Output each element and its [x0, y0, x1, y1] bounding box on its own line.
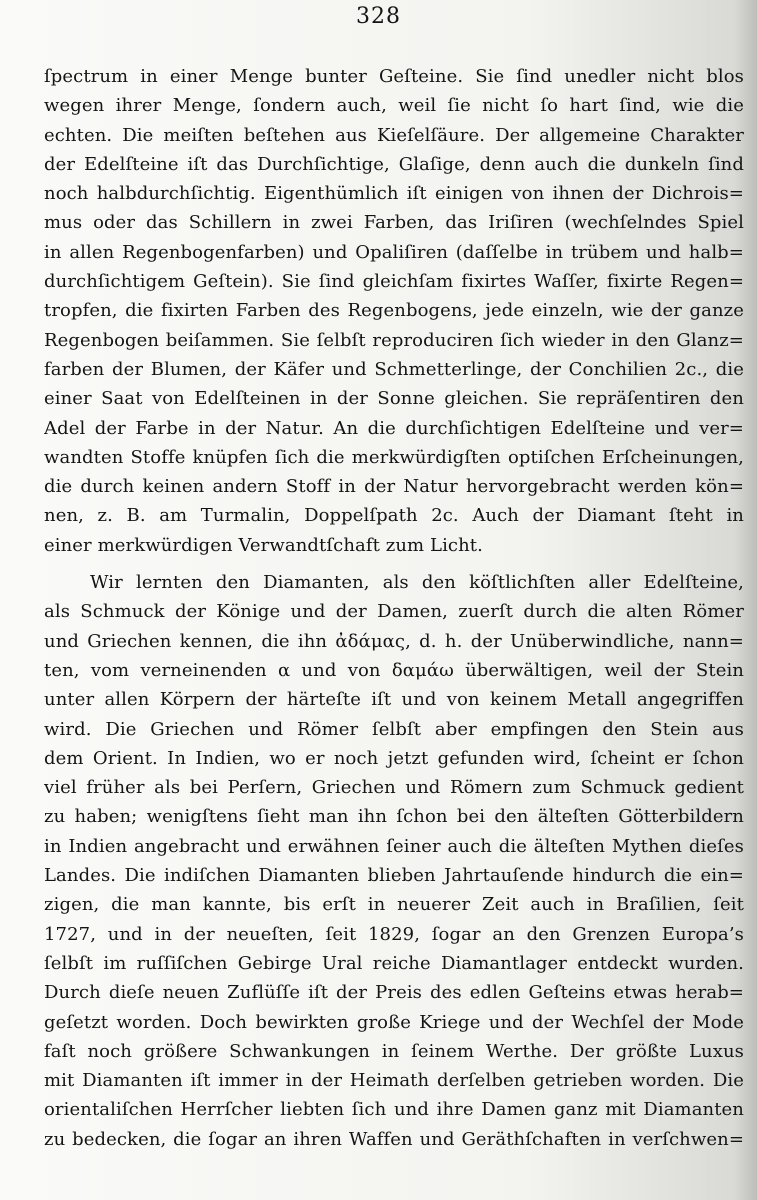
text-line: als Schmuck der Könige und der Damen, zuerſt durch die alten Römer — [44, 601, 744, 623]
text-line: zu bedecken, die ſogar an ihren Waffen und Geräthſchaften in verſchwen= — [44, 1128, 744, 1150]
text-line: ſpectrum in einer Menge bunter Geſteine. Sie ſind unedler nicht blos — [44, 66, 744, 87]
text-line: in allen Regenbogenfarben) und Opaliſiren (daſſelbe in trübem und halb= — [44, 241, 744, 263]
text-line: dem Orient. In Indien, wo er noch jetzt gefunden wird, ſcheint er ſchon — [44, 747, 744, 769]
text-line: unter allen Körpern der härteſte iſt und von keinem Metall angegriffen — [44, 689, 744, 711]
text-line: geſetzt worden. Doch bewirkten große Kriege und der Wechſel der Mode — [44, 1011, 744, 1033]
text-line: zigen, die man kannte, bis erſt in neuerer Zeit auch in Braſilien, ſeit — [44, 894, 744, 916]
text-line: Durch dieſe neuen Zuflüſſe iſt der Preis des edlen Geſteins etwas herab= — [44, 982, 744, 1004]
text-line: 1727, und in der neueſten, ſeit 1829, ſogar an den Grenzen Europa’s — [44, 923, 744, 945]
text-line: einer Saat von Edelſteinen in der Sonne gleichen. Sie repräſentiren den — [44, 388, 744, 410]
text-line: farben der Blumen, der Käfer und Schmetterlinge, der Conchilien 2c., die — [44, 358, 744, 380]
text-line: der Edelſteine iſt das Durchſichtige, Glaſige, denn auch die dunkeln ſind — [44, 153, 744, 175]
text-line: mit Diamanten iſt immer in der Heimath derſelben getrieben worden. Die — [44, 1070, 744, 1092]
text-line: noch halbdurchſichtig. Eigenthümlich iſt einigen von ihnen der Dichrois= — [44, 183, 744, 205]
text-line: Regenbogen beiſammen. Sie ſelbſt reproduciren ſich wieder in den Glanz= — [44, 329, 744, 351]
text-line: ten, vom verneinenden α und von δαμάω überwältigen, weil der Stein — [44, 659, 744, 681]
text-line: wird. Die Griechen und Römer ſelbſt aber empfingen den Stein aus — [44, 718, 744, 740]
text-line: und Griechen kennen, die ihn ἀδάμας, d. h. der Unüberwindliche, nann= — [44, 630, 744, 652]
body-text — [44, 62, 744, 1154]
text-line: einer merkwürdigen Verwandtſchaft zum Licht. — [44, 534, 483, 556]
text-line: wegen ihrer Menge, ſondern auch, weil ſie nicht ſo hart ſind, wie die — [44, 95, 744, 117]
page-number: 328 — [356, 4, 401, 29]
text-line: mus oder das Schillern in zwei Farben, das Iriſiren (wechſelndes Spiel — [44, 212, 744, 234]
text-line: in Indien angebracht und erwähnen ſeiner auch die älteſten Mythen dieſes — [44, 835, 744, 857]
text-line: Adel der Farbe in der Natur. An die durchſichtigen Edelſteine und ver= — [44, 417, 744, 439]
text-line: faſt noch größere Schwankungen in ſeinem Werthe. Der größte Luxus — [44, 1040, 744, 1062]
paragraph-1 — [44, 62, 744, 560]
text-line: wandten Stoffe knüpfen ſich die merkwürdigſten optiſchen Erſcheinungen, — [44, 446, 744, 468]
text-line: durchſichtigem Geſtein). Sie ſind gleichſam fixirtes Waſſer, fixirte Regen= — [44, 271, 744, 293]
paragraph-gap — [44, 560, 744, 568]
text-line: Landes. Die indiſchen Diamanten blieben Jahrtauſende hindurch die ein= — [44, 865, 744, 887]
text-line: ſelbſt im ruſſiſchen Gebirge Ural reiche Diamantlager entdeckt wurden. — [44, 952, 744, 974]
text-line: tropfen, die fixirten Farben des Regenbogens, jede einzeln, wie der ganze — [44, 300, 744, 322]
text-line: viel früher als bei Perſern, Griechen und Römern zum Schmuck gedient — [44, 777, 744, 799]
text-line: die durch keinen andern Stoff in der Natur hervorgebracht werden kön= — [44, 476, 744, 498]
paragraph-2 — [44, 568, 744, 1154]
text-line: Wir lernten den Diamanten, als den köſtlichſten aller Edelſteine, — [90, 572, 744, 594]
text-line: echten. Die meiſten beſtehen aus Kieſelſäure. Der allgemeine Charakter — [44, 124, 744, 146]
text-line: zu haben; wenigſtens ſieht man ihn ſchon bei den älteſten Götterbildern — [44, 806, 744, 828]
text-line: nen, z. B. am Turmalin, Doppelſpath 2c. Auch der Diamant ſteht in — [44, 505, 744, 527]
text-line: orientaliſchen Herrſcher liebten ſich und ihre Damen ganz mit Diamanten — [44, 1099, 744, 1121]
